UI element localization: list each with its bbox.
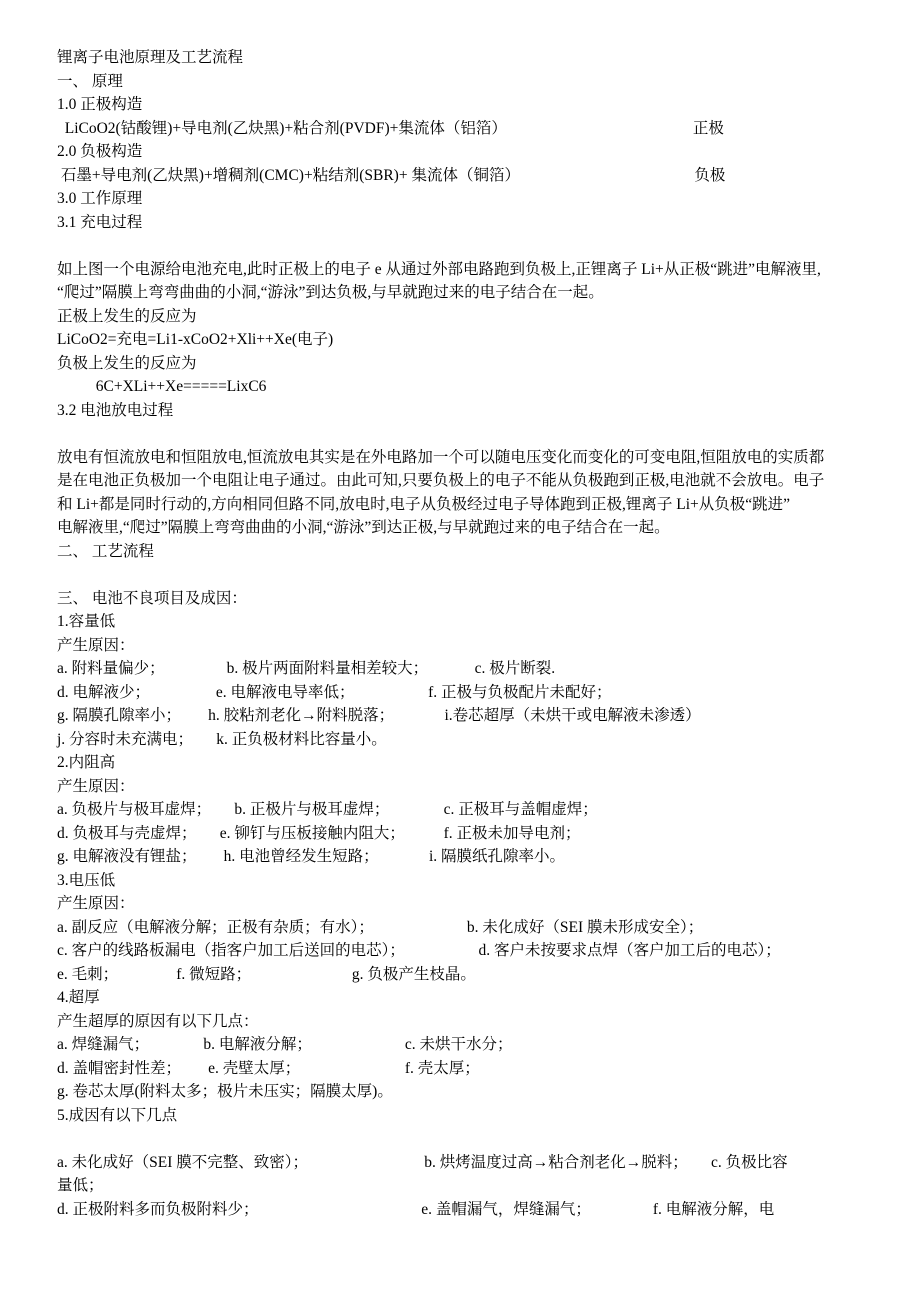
text-line: d. 正极附料多而负极附料少； e. 盖帽漏气，焊缝漏气； f. 电解液分解，电 xyxy=(57,1200,775,1218)
text-line: 5.成因有以下几点 xyxy=(57,1106,178,1124)
text-line: a. 未化成好（SEI 膜不完整、致密）； b. 烘烤温度过高→粘合剂老化→脱料； c. 负极比容 xyxy=(57,1153,788,1171)
text-line: 3.0 工作原理 xyxy=(57,190,143,207)
text-line: 电解液里,“爬过”隔膜上弯弯曲曲的小洞,“游泳”到达正极,与早就跑过来的电子结合在一起。 xyxy=(57,519,670,536)
document-body xyxy=(57,46,863,1221)
text-line: 三、 电池不良项目及成因： xyxy=(57,589,247,607)
text-line: c. 客户的线路板漏电（指客户加工后送回的电芯）； d. 客户未按要求点焊（客户加工后的电芯）； xyxy=(57,942,781,959)
text-line: 产生超厚的原因有以下几点： xyxy=(57,1012,259,1030)
text-line: d. 电解液少； e. 电解液电导率低； f. 正极与负极配片未配好； xyxy=(57,683,612,701)
text-line: g. 隔膜孔隙率小； h. 胶粘剂老化→附料脱落； i.卷芯超厚（未烘干或电解液未渗透） xyxy=(57,707,701,724)
blank-line xyxy=(57,563,863,587)
text-line: 4.超厚 xyxy=(57,989,100,1006)
blank-line xyxy=(57,234,863,258)
text-line: LiCoO2(钴酸锂)+导电剂(乙炔黑)+粘合剂(PVDF)+集流体（铝箔） 正极 xyxy=(57,119,724,137)
text-line: 一、 原理 xyxy=(57,72,123,90)
text-line: d. 负极耳与壳虚焊； e. 铆钉与压板接触内阻大； f. 正极未加导电剂； xyxy=(57,824,581,842)
text-line: a. 附料量偏少； b. 极片两面附料量相差较大； c. 极片断裂. xyxy=(57,660,556,677)
text-line: g. 卷芯太厚(附料太多；极片未压实；隔膜太厚)。 xyxy=(57,1083,393,1100)
text-line: 和 Li+都是同时行动的,方向相同但路不同,放电时,电子从负极经过电子导体跑到正极,锂离子 Li+从负极“跳进” xyxy=(57,495,791,513)
text-line: 3.1 充电过程 xyxy=(57,213,143,231)
text-line: 正极上发生的反应为 xyxy=(57,307,197,325)
text-line: a. 负极片与极耳虚焊； b. 正极片与极耳虚焊； c. 正极耳与盖帽虚焊； xyxy=(57,801,598,818)
text-line: 1.0 正极构造 xyxy=(57,96,143,113)
text-line: 2.0 负极构造 xyxy=(57,143,143,160)
text-line: 负极上发生的反应为 xyxy=(57,354,197,372)
text-line: LiCoO2=充电=Li1-xCoO2+Xli++Xe(电子) xyxy=(57,331,334,348)
text-line: e. 毛刺； f. 微短路； g. 负极产生枝晶。 xyxy=(57,965,476,983)
text-line: 3.电压低 xyxy=(57,871,116,889)
text-line: 放电有恒流放电和恒阻放电,恒流放电其实是在外电路加一个可以随电压变化而变化的可变电阻,恒阻放电的实质都 xyxy=(57,448,825,466)
text-line: 量低； xyxy=(57,1177,104,1194)
text-line: 2.内阻高 xyxy=(57,754,116,771)
text-line: 如上图一个电源给电池充电,此时正极上的电子 e 从通过外部电路跑到负极上,正锂离子 Li+从正极“跳进”电解液里, xyxy=(57,260,821,278)
text-line: 3.2 电池放电过程 xyxy=(57,401,174,419)
text-line: 产生原因： xyxy=(57,777,135,795)
blank-line xyxy=(57,1127,863,1151)
text-line: d. 盖帽密封性差； e. 壳壁太厚； f. 壳太厚； xyxy=(57,1059,480,1077)
text-line: 6C+XLi++Xe=====LixC6 xyxy=(57,378,267,395)
text-line: g. 电解液没有锂盐； h. 电池曾经发生短路； i. 隔膜纸孔隙率小。 xyxy=(57,848,566,865)
text-line: 二、 工艺流程 xyxy=(57,542,154,560)
text-line: 是在电池正负极加一个电阻让电子通过。由此可知,只要负极上的电子不能从负极跑到正极,电池就不会放电。电子 xyxy=(57,472,825,489)
text-line: 产生原因： xyxy=(57,636,135,654)
text-line: “爬过”隔膜上弯弯曲曲的小洞,“游泳”到达负极,与早就跑过来的电子结合在一起。 xyxy=(57,284,604,301)
blank-line xyxy=(57,422,863,446)
text-line: 石墨+导电剂(乙炔黑)+增稠剂(CMC)+粘结剂(SBR)+ 集流体（铜箔） 负极 xyxy=(57,166,726,184)
text-line: 产生原因： xyxy=(57,895,135,912)
text-line: j. 分容时未充满电； k. 正负极材料比容量小。 xyxy=(57,730,387,748)
text-line: a. 焊缝漏气； b. 电解液分解； c. 未烘干水分； xyxy=(57,1036,513,1053)
text-line: a. 副反应（电解液分解；正极有杂质；有水）； b. 未化成好（SEI 膜未形成安全）； xyxy=(57,918,704,936)
text-line: 1.容量低 xyxy=(57,613,116,630)
text-line: 锂离子电池原理及工艺流程 xyxy=(57,49,244,66)
